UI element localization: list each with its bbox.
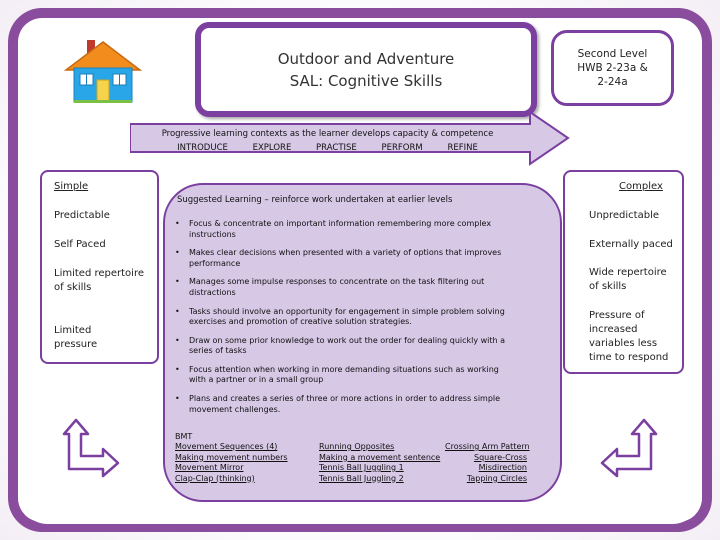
bullet-icon: •	[175, 219, 180, 228]
bmt-column-3	[445, 442, 530, 484]
learning-bullet-list	[175, 219, 515, 423]
learning-bullet-text: Focus attention when working in more demanding situations such as working with a partner or in a small group	[189, 364, 499, 385]
left-item-simple: Simple	[54, 181, 89, 192]
right-item-complex: Complex	[619, 181, 663, 192]
bidirectional-arrow-icon	[598, 418, 658, 478]
title-box	[195, 22, 537, 117]
house-icon	[60, 38, 146, 104]
bmt-link[interactable]: Making a movement sentence	[319, 452, 441, 462]
bullet-icon: •	[175, 335, 180, 345]
suggested-learning-heading: Suggested Learning – reinforce work undertaken at earlier levels	[177, 195, 453, 205]
bmt-link[interactable]: Square-Cross	[474, 452, 527, 462]
title-line-2: SAL: Cognitive Skills	[289, 71, 443, 90]
bmt-link[interactable]: Movement Sequences (4)	[175, 442, 278, 451]
progression-text: Progressive learning contexts as the learner develops capacity & competence	[161, 129, 494, 139]
title-line-1: Outdoor and Adventure	[277, 49, 455, 68]
right-item-externally-paced: Externally paced	[589, 239, 673, 250]
bmt-link[interactable]: Clap-Clap (thinking)	[175, 473, 255, 483]
learning-bullet	[175, 307, 515, 336]
bmt-link[interactable]: Running Opposites	[319, 442, 395, 451]
progression-stages	[130, 143, 525, 153]
learning-bullet	[175, 277, 515, 306]
suggested-learning-panel	[163, 183, 562, 502]
level-box	[551, 30, 674, 106]
bmt-column-2	[319, 442, 440, 484]
stage-perform: PERFORM	[381, 143, 423, 153]
right-panel	[563, 170, 684, 374]
left-panel	[40, 170, 159, 364]
learning-bullet	[175, 365, 515, 394]
bmt-link[interactable]: Movement Mirror	[175, 463, 244, 472]
bmt-link[interactable]: Tennis Ball Juggling 2	[319, 473, 404, 483]
progression-arrow	[130, 110, 570, 166]
left-item-predictable: Predictable	[54, 210, 110, 221]
learning-bullet-text: Tasks should involve an opportunity for engagement in simple problem solving exercises and promotion of creative solution strategies.	[189, 306, 505, 327]
level-line-2: HWB 2-23a &	[577, 62, 648, 74]
learning-bullet	[175, 336, 515, 365]
bullet-icon: •	[175, 364, 180, 374]
bullet-icon: •	[175, 394, 180, 404]
level-line-3: 2-24a	[597, 76, 628, 88]
bullet-icon: •	[175, 248, 180, 258]
learning-bullet	[175, 248, 515, 277]
bmt-link[interactable]: Tennis Ball Juggling 1	[319, 463, 404, 472]
bidirectional-arrow-icon	[62, 418, 122, 478]
right-item-pressure: Pressure of increased variables less time to respond	[589, 310, 669, 363]
stage-practise: PRACTISE	[316, 143, 357, 153]
learning-bullet-text: Plans and creates a series of three or more actions in order to address simple movement challenges.	[189, 394, 501, 414]
bmt-column-1	[175, 442, 288, 484]
level-line-1: Second Level	[577, 48, 648, 60]
stage-refine: REFINE	[447, 143, 478, 153]
left-item-limited-pressure: Limited pressure	[54, 325, 98, 350]
bmt-label: BMT	[175, 432, 193, 441]
bmt-link[interactable]: Tapping Circles	[466, 473, 527, 483]
bmt-link[interactable]: Misdirection	[478, 463, 527, 472]
bmt-link[interactable]: Crossing Arm Pattern	[445, 442, 530, 451]
stage-introduce: INTRODUCE	[177, 143, 228, 153]
learning-bullet	[175, 219, 515, 248]
left-item-limited-repertoire: Limited repertoire of skills	[54, 268, 144, 293]
bullet-icon: •	[175, 277, 180, 287]
learning-bullet	[175, 394, 515, 423]
bmt-link[interactable]: Making movement numbers	[175, 452, 288, 462]
stage-explore: EXPLORE	[252, 143, 292, 153]
learning-bullet-text: Makes clear decisions when presented with a variety of options that improves performance	[189, 248, 502, 268]
bullet-icon: •	[175, 306, 180, 316]
right-item-unpredictable: Unpredictable	[589, 210, 659, 221]
learning-bullet-text: Draw on some prior knowledge to work out the order for dealing quickly with a series of tasks	[189, 335, 506, 356]
right-item-wide-repertoire: Wide repertoire of skills	[589, 267, 667, 292]
learning-bullet-text: Manages some impulse responses to concentrate on the task filtering out distractions	[189, 277, 485, 297]
left-item-self-paced: Self Paced	[54, 239, 106, 250]
learning-bullet-text: Focus & concentrate on important information remembering more complex instructions	[189, 219, 492, 239]
